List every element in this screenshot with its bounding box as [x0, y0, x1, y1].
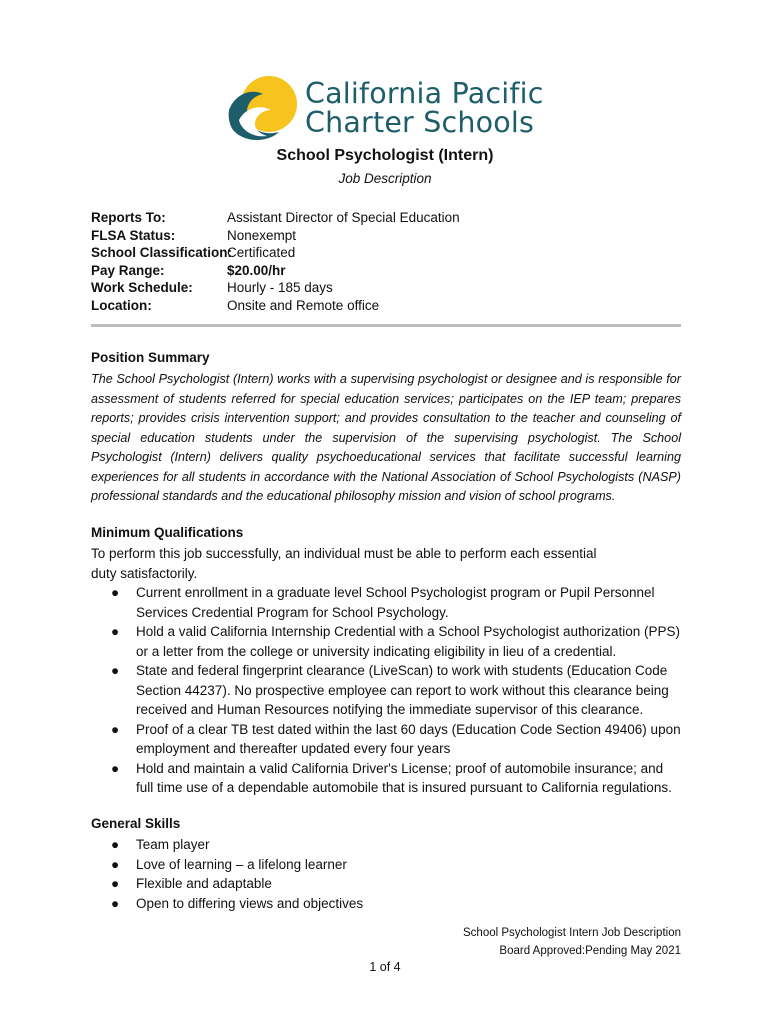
position-summary-heading: Position Summary	[91, 350, 210, 365]
bullet-icon: ●	[111, 624, 120, 639]
bullet-icon: ●	[111, 837, 120, 852]
general-skills-heading: General Skills	[91, 816, 181, 831]
logo-text-line2: Charter Schools	[305, 106, 535, 139]
info-label: FLSA Status:	[91, 227, 176, 243]
list-item: ● Hold a valid California Internship Credential with a School Psychologist authorization (PPS) or a letter from the college or university indicating eligibility in lieu of a credential.	[111, 624, 681, 659]
bullet-icon: ●	[111, 721, 120, 737]
document-title: School Psychologist (Intern)	[276, 147, 494, 164]
list-item: ● Open to differing views and objectives	[91, 894, 681, 914]
bullet-icon: ●	[111, 663, 120, 678]
bullet-icon: ●	[111, 895, 120, 911]
general-skills-list	[91, 835, 681, 913]
list-item: ● Hold and maintain a valid California Driver's License; proof of automobile insurance; and full time use of a dependable automobile that is insured pursuant to California regulations.	[111, 760, 672, 795]
list-item: ● Proof of a clear TB test dated within the last 60 days (Education Code Section 49406) upon employment and thereafter updated every four years	[111, 721, 681, 756]
bullet-icon: ●	[111, 876, 120, 891]
footer-document-name: School Psychologist Intern Job Description	[463, 927, 681, 939]
info-label: Work Schedule:	[91, 280, 193, 295]
list-item: ● Flexible and adaptable	[91, 874, 681, 894]
job-info-table	[91, 209, 460, 314]
info-value: Hourly - 185 days	[227, 280, 333, 295]
footer-approval-status: Board Approved:Pending May 2021	[499, 945, 681, 957]
info-row-reports-to	[91, 209, 460, 227]
bullet-icon: ●	[111, 585, 120, 600]
list-item: ● Current enrollment in a graduate level School Psychologist program or Pupil Personnel Services Credential Program for School Psychology.	[111, 585, 655, 620]
info-label: School Classification:	[91, 245, 233, 260]
page-number: 1 of 4	[369, 960, 401, 974]
list-item: ● Love of learning – a lifelong learner	[91, 855, 681, 875]
minimum-qualifications-intro: To perform this job successfully, an individual must be able to perform each essential duty satisfactorily.	[91, 546, 597, 581]
logo-text-line1: California Pacific	[305, 77, 544, 110]
info-row-work-schedule	[91, 279, 460, 297]
info-label: Pay Range:	[91, 262, 165, 278]
list-item: ● State and federal fingerprint clearance (LiveScan) to work with students (Education Code Section 44237). No prospective employee can report to work without this clearance being received and Human Resources notifying the immediate supervisor of this clearance.	[111, 663, 669, 717]
info-value: Onsite and Remote office	[227, 297, 380, 313]
info-value: Certificated	[227, 245, 296, 260]
info-row-pay-range	[91, 262, 460, 280]
minimum-qualifications-list	[91, 583, 681, 798]
info-label: Location:	[91, 297, 152, 313]
list-item: ● Team player	[91, 835, 681, 855]
logo-sun-wave-icon	[225, 68, 305, 148]
info-row-location	[91, 297, 460, 315]
bullet-icon: ●	[111, 760, 120, 776]
bullet-icon: ●	[111, 856, 120, 872]
info-label: Reports To:	[91, 210, 166, 225]
info-row-flsa-status	[91, 227, 460, 245]
position-summary-text: The School Psychologist (Intern) works with a supervising psychologist or designee and is responsible for assessment of students referred for special education services; participates on the IEP team; prepares reports; provides crisis intervention support; and provides consultation to the teacher and counseling of special education students under the supervision of the supervising psychologist. The School Psychologist (Intern) delivers quality psychoeducational services that facilitate successful learning experiences for all students in accordance with the National Association of School Psychologists (NASP) professional standards and the educational philosophy mission and vision of school programs.	[91, 372, 681, 503]
info-value: Nonexempt	[227, 227, 297, 243]
document-subtitle: Job Description	[338, 171, 432, 186]
horizontal-divider	[91, 324, 681, 327]
info-value: $20.00/hr	[227, 262, 286, 278]
info-row-school-classification	[91, 244, 460, 262]
minimum-qualifications-heading: Minimum Qualifications	[91, 525, 244, 540]
school-logo	[225, 68, 555, 148]
info-value: Assistant Director of Special Education	[227, 210, 460, 225]
